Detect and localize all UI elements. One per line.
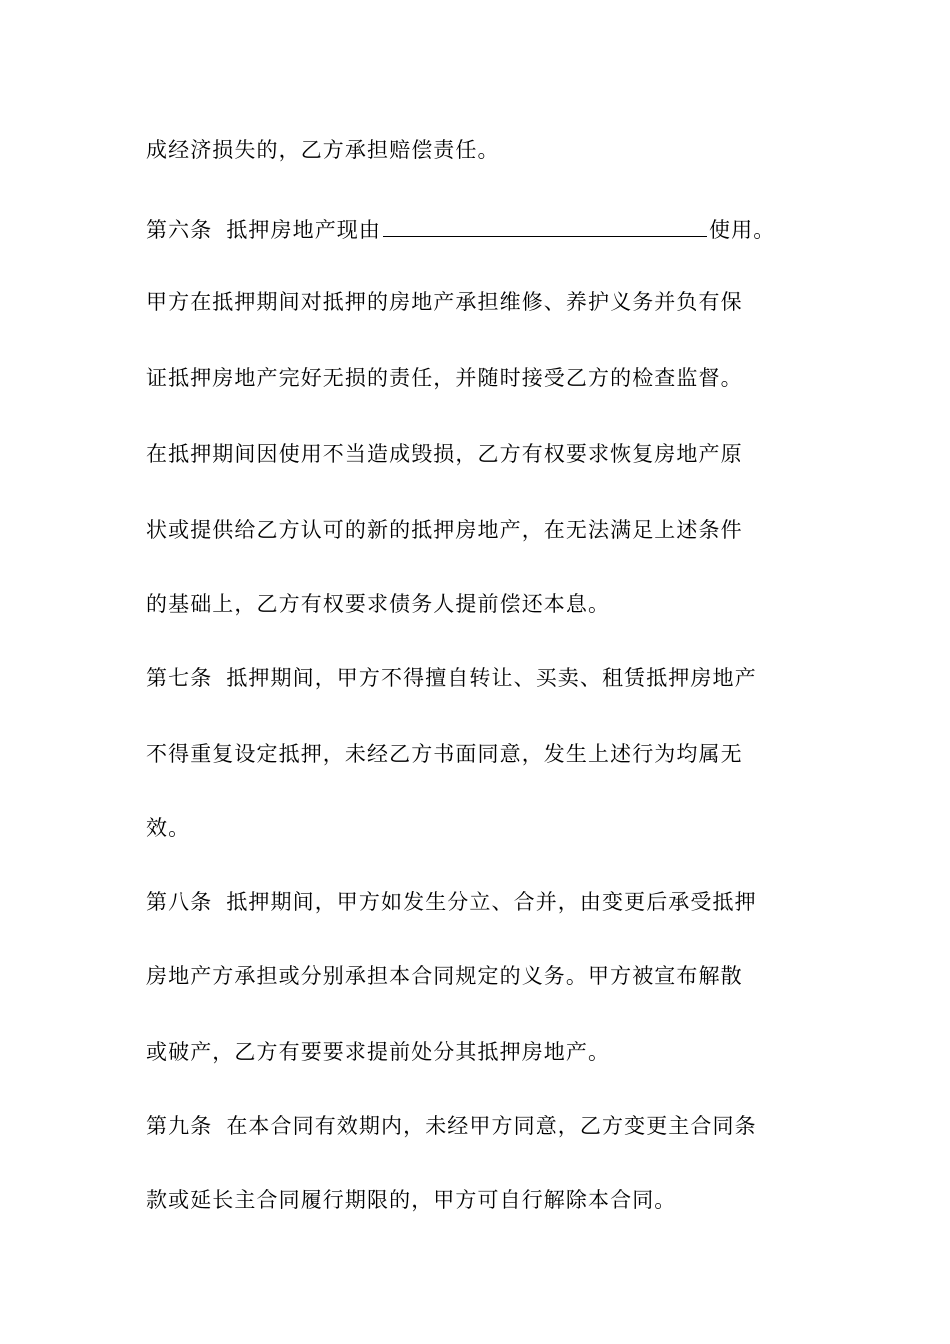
line-text: 款或延长主合同履行期限的，甲方可自行解除本合同。 — [146, 1188, 677, 1212]
line-text: 的基础上，乙方有权要求债务人提前偿还本息。 — [146, 592, 611, 616]
line-text: 在本合同有效期内，未经甲方同意，乙方变更主合同条 — [226, 1114, 757, 1138]
paragraph-line — [146, 814, 826, 842]
line-text: 或破产，乙方有要要求提前处分其抵押房地产。 — [146, 1040, 611, 1064]
paragraph-line — [146, 136, 826, 164]
paragraph-line — [146, 364, 826, 392]
line-text: 甲方在抵押期间对抵押的房地产承担维修、养护义务并负有保 — [146, 290, 743, 314]
line-text: 房地产方承担或分别承担本合同规定的义务。甲方被宣布解散 — [146, 964, 743, 988]
line-text: 不得重复设定抵押，未经乙方书面同意，发生上述行为均属无 — [146, 742, 743, 766]
paragraph-line — [146, 590, 826, 618]
paragraph-line — [146, 740, 826, 768]
paragraph-line — [146, 440, 826, 468]
article-6-heading-line — [146, 212, 826, 244]
line-text: 状或提供给乙方认可的新的抵押房地产，在无法满足上述条件 — [146, 518, 743, 542]
paragraph-line — [146, 288, 826, 316]
article-number: 第八条 — [146, 890, 213, 914]
line-text: 效。 — [146, 816, 191, 840]
fill-in-blank[interactable] — [383, 212, 707, 237]
paragraph-line — [146, 1038, 826, 1066]
line-text: 使用。 — [709, 218, 776, 242]
article-number: 第七条 — [146, 666, 213, 690]
paragraph-line — [146, 1186, 826, 1214]
paragraph-line — [146, 962, 826, 990]
article-7-heading-line — [146, 664, 826, 692]
article-number: 第六条 — [146, 218, 213, 242]
line-text: 在抵押期间因使用不当造成毁损，乙方有权要求恢复房地产原 — [146, 442, 743, 466]
line-text: 成经济损失的，乙方承担赔偿责任。 — [146, 138, 500, 162]
article-9-heading-line — [146, 1112, 826, 1140]
line-text: 抵押房地产现由 — [226, 218, 382, 242]
line-text: 证抵押房地产完好无损的责任，并随时接受乙方的检查监督。 — [146, 366, 743, 390]
paragraph-line — [146, 516, 826, 544]
article-8-heading-line — [146, 888, 826, 916]
article-number: 第九条 — [146, 1114, 213, 1138]
line-text: 抵押期间，甲方如发生分立、合并，由变更后承受抵押 — [226, 890, 757, 914]
line-text: 抵押期间，甲方不得擅自转让、买卖、租赁抵押房地产 — [226, 666, 757, 690]
